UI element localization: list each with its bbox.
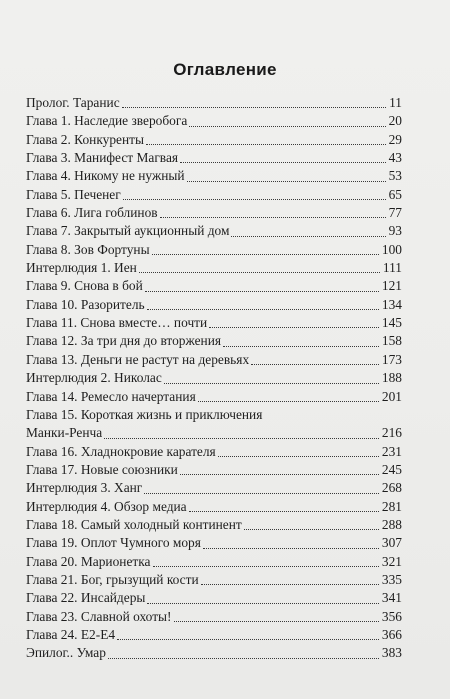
dot-leader [187,180,386,182]
toc-entry-title: Глава 14. Ремесло начертания [26,388,196,404]
toc-entry [26,314,402,332]
dot-leader [117,638,379,640]
toc-entry-page: 100 [381,241,402,257]
toc-entry-title: Глава 9. Снова в бой [26,278,143,294]
toc-entry-title: Глава 19. Оплот Чумного моря [26,535,201,551]
dot-leader [139,271,380,273]
dot-leader [174,620,379,622]
toc-entry [26,589,402,607]
toc-entry [26,259,402,277]
dot-leader [203,547,379,549]
toc-entry-page: 93 [388,223,402,239]
toc-entry [26,424,402,442]
toc-entry-page: 201 [381,388,402,404]
dot-leader [123,198,386,200]
dot-leader [108,657,379,659]
dot-leader [153,565,379,567]
toc-entry-page: 288 [381,516,402,532]
toc-entry-page: 173 [381,351,402,367]
toc-entry-page: 43 [388,150,402,166]
toc-entry-title: Глава 7. Закрытый аукционный дом [26,223,230,239]
toc-entry-title: Глава 23. Славной охоты! [26,608,172,624]
toc-entry [26,149,402,167]
toc-entry-title: Глава 16. Хладнокровие карателя [26,443,216,459]
toc-entry-title: Глава 22. Инсайдеры [26,590,146,606]
toc-entry-title: Глава 17. Новые союзники [26,461,178,477]
toc-entry-page: 29 [388,131,402,147]
dot-leader [180,473,379,475]
toc-entry-title: Пролог. Таранис [26,95,120,110]
toc-entry-page: 121 [381,278,402,294]
toc-entry-title: Глава 20. Марионетка [26,553,151,569]
toc-entry-page: 65 [388,186,402,202]
dot-leader [180,161,386,163]
dot-leader [147,308,379,310]
toc-entry [26,498,402,516]
toc-entry-title: Глава 24. E2-E4 [26,626,116,642]
toc-entry [26,186,402,204]
toc-entry-page: 20 [388,113,402,129]
toc-entry [26,277,402,295]
dot-leader [218,455,379,457]
toc-entry-title: Глава 8. Зов Фортуны [26,241,150,257]
toc-entry [26,516,402,534]
dot-leader [189,125,385,127]
toc-entry [26,241,402,259]
toc-entry [26,443,402,461]
toc-entry-wrap-line [26,406,402,424]
toc-entry-title: Глава 6. Лига гоблинов [26,205,158,221]
toc-entry-page: 341 [381,590,402,606]
toc-entry-page: 335 [381,571,402,587]
toc-entry [26,608,402,626]
toc-entry-page: 307 [381,535,402,551]
toc-entry [26,332,402,350]
toc-entry [26,112,402,130]
toc-entry [26,167,402,185]
toc-list [26,94,402,663]
toc-entry-title: Глава 4. Никому не нужный [26,168,185,184]
toc-entry-page: 281 [381,498,402,514]
toc-entry [26,369,402,387]
toc-entry-page: 158 [381,333,402,349]
toc-entry-page: 245 [381,461,402,477]
dot-leader [244,528,379,530]
toc-entry-title: Глава 1. Наследие зверобога [26,113,188,129]
toc-entry-title: Глава 12. За три дня до вторжения [26,333,222,349]
toc-entry-page: 356 [381,608,402,624]
toc-entry-title: Глава 21. Бог, грызущий кости [26,571,199,587]
toc-entry [26,204,402,222]
dot-leader [147,602,379,604]
toc-entry-page: 216 [381,425,402,441]
dot-leader [198,400,379,402]
dot-leader [144,492,379,494]
toc-entry-title-line1: Глава 15. Короткая жизнь и приключения [26,406,263,422]
toc-entry [26,351,402,369]
toc-entry-title: Глава 5. Печенег [26,186,121,202]
dot-leader [145,290,379,292]
toc-entry-page: 111 [382,260,402,276]
dot-leader [189,510,379,512]
toc-entry-title: Глава 13. Деньги не растут на деревьях [26,351,250,367]
dot-leader [122,106,386,108]
toc-entry [26,131,402,149]
toc-entry [26,553,402,571]
dot-leader [251,363,379,365]
toc-entry-title: Эпилог.. Умар [26,645,106,661]
toc-entry-page: 134 [381,296,402,312]
toc-entry-page: 145 [381,315,402,331]
dot-leader [223,345,379,347]
toc-entry-page: 268 [381,480,402,496]
toc-entry [26,534,402,552]
toc-entry [26,479,402,497]
toc-entry-title: Глава 2. Конкуренты [26,131,144,147]
dot-leader [209,326,379,328]
toc-entry [26,296,402,314]
dot-leader [104,437,379,439]
dot-leader [146,143,386,145]
dot-leader [231,235,385,237]
toc-entry-page: 11 [389,95,402,110]
toc-entry [26,94,402,112]
toc-entry [26,571,402,589]
toc-entry-title: Манки-Ренча [26,425,103,441]
toc-entry-title: Глава 3. Манифест Магвая [26,150,179,166]
toc-entry-page: 53 [388,168,402,184]
dot-leader [160,216,386,218]
dot-leader [164,382,379,384]
toc-entry-page: 231 [381,443,402,459]
toc-entry [26,626,402,644]
toc-entry-title: Интерлюдия 3. Ханг [26,480,143,496]
toc-entry-title: Глава 11. Снова вместе… почти [26,315,208,331]
toc-entry-title: Интерлюдия 4. Обзор медиа [26,498,187,514]
toc-entry [26,222,402,240]
toc-entry [26,388,402,406]
toc-entry-title: Интерлюдия 1. Иен [26,260,137,276]
toc-entry-page: 77 [388,205,402,221]
dot-leader [201,583,379,585]
dot-leader [152,253,379,255]
toc-entry-title: Глава 10. Разоритель [26,296,145,312]
toc-entry-title: Глава 18. Самый холодный континент [26,516,242,532]
toc-entry-page: 188 [381,370,402,386]
toc-heading: Оглавление [173,60,277,79]
toc-entry-page: 366 [381,626,402,642]
toc-entry-page: 383 [381,645,402,661]
toc-entry-page: 321 [381,553,402,569]
toc-entry-title: Интерлюдия 2. Николас [26,370,162,386]
toc-entry [26,461,402,479]
toc-entry [26,644,402,662]
